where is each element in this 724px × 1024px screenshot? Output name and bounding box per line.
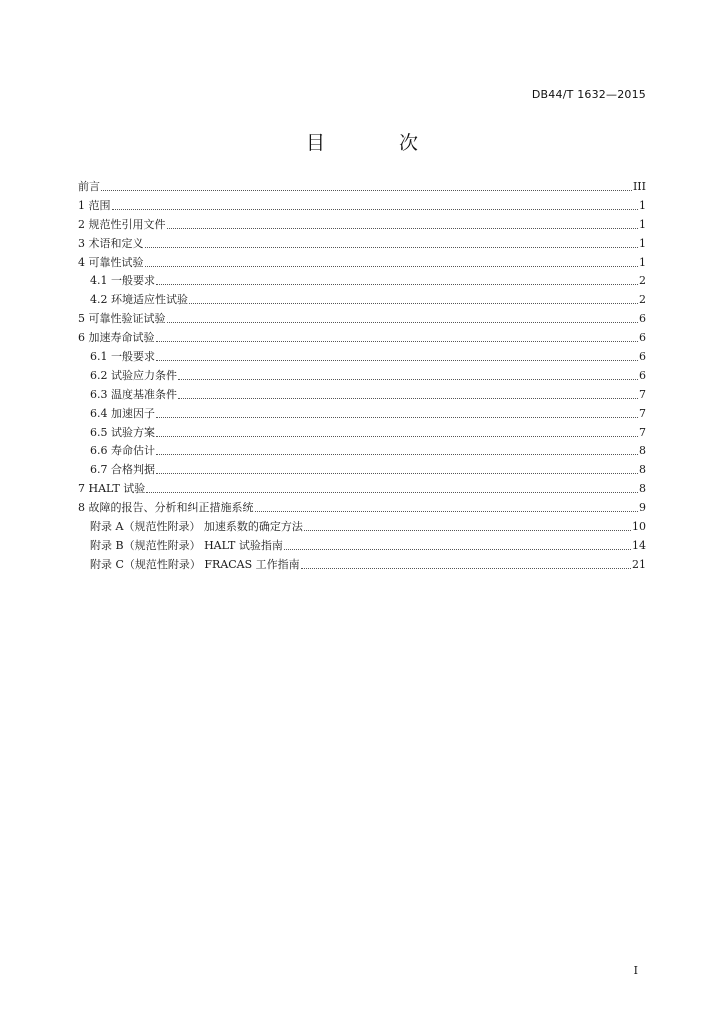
toc-entry[interactable] — [78, 461, 646, 480]
toc-entry-label: 8 故障的报告、分析和纠正措施系统 — [78, 501, 254, 515]
toc-entry[interactable] — [78, 367, 646, 386]
toc-entry[interactable] — [78, 272, 646, 291]
toc-entry[interactable] — [78, 329, 646, 348]
toc-entry-label: 附录 C（规范性附录） FRACAS 工作指南 — [90, 557, 300, 571]
toc-dot-leader — [178, 398, 638, 399]
toc-entry[interactable] — [78, 348, 646, 367]
toc-entry-label: 6.5 试验方案 — [90, 425, 155, 439]
toc-entry-page: 1 — [639, 255, 646, 269]
toc-dot-leader — [167, 322, 639, 323]
toc-entry-label: 前言 — [78, 180, 100, 193]
toc-dot-leader — [112, 209, 639, 210]
toc-dot-leader — [304, 530, 631, 531]
toc-dot-leader — [146, 492, 638, 493]
toc-entry[interactable] — [78, 235, 646, 254]
toc-entry[interactable] — [78, 556, 646, 575]
toc-title: 目 次 — [305, 132, 453, 154]
toc-entry-label: 6.6 寿命估计 — [90, 444, 155, 458]
toc-entry-label: 4 可靠性试验 — [78, 255, 144, 269]
toc-entry-label: 6.4 加速因子 — [90, 406, 155, 420]
toc-entry[interactable] — [78, 216, 646, 235]
toc-entry-page: 8 — [639, 463, 646, 477]
toc-entry[interactable] — [78, 178, 646, 197]
toc-entry-page: 1 — [639, 236, 646, 250]
toc-entry-page: 6 — [639, 331, 646, 345]
toc-dot-leader — [156, 360, 638, 361]
toc-entry-label: 3 术语和定义 — [78, 236, 144, 250]
toc-dot-leader — [156, 473, 638, 474]
toc-entry-label: 5 可靠性验证试验 — [78, 312, 166, 326]
toc-entry[interactable] — [78, 480, 646, 499]
toc-entry[interactable] — [78, 424, 646, 443]
toc-entry-label: 4.1 一般要求 — [90, 274, 155, 288]
document-code: DB44/T 1632—2015 — [531, 88, 646, 101]
toc-entry-page: 1 — [639, 217, 646, 231]
toc-dot-leader — [255, 511, 639, 512]
toc-dot-leader — [167, 228, 639, 229]
toc-dot-leader — [189, 303, 638, 304]
toc-dot-leader — [145, 266, 639, 267]
toc-entry-page: 14 — [632, 538, 646, 552]
toc-dot-leader — [301, 568, 631, 569]
toc-entry-label: 6 加速寿命试验 — [78, 331, 155, 345]
toc-dot-leader — [156, 454, 638, 455]
toc-entry[interactable] — [78, 518, 646, 537]
toc-entry-page: 6 — [639, 312, 646, 326]
toc-entry-label: 1 范围 — [78, 198, 111, 212]
toc-entry[interactable] — [78, 291, 646, 310]
toc-entry[interactable] — [78, 499, 646, 518]
toc-entry-page: III — [632, 180, 646, 193]
toc-entry-page: 2 — [639, 274, 646, 288]
toc-dot-leader — [178, 379, 638, 380]
toc-entry[interactable] — [78, 405, 646, 424]
toc-entry-page: 6 — [639, 368, 646, 382]
toc-entry-page: 1 — [639, 198, 646, 212]
toc-entry[interactable] — [78, 537, 646, 556]
toc-dot-leader — [156, 284, 638, 285]
toc-entry-page: 7 — [639, 387, 646, 401]
toc-entry[interactable] — [78, 310, 646, 329]
toc-entry[interactable] — [78, 254, 646, 273]
toc-entry[interactable] — [78, 197, 646, 216]
toc-dot-leader — [101, 190, 632, 191]
toc-entry-page: 8 — [639, 482, 646, 496]
toc-dot-leader — [145, 247, 639, 248]
toc-entry-label: 6.2 试验应力条件 — [90, 368, 177, 382]
toc-entry-page: 7 — [639, 425, 646, 439]
toc-entry-page: 7 — [639, 406, 646, 420]
page-number: I — [633, 964, 638, 977]
toc-entry[interactable] — [78, 386, 646, 405]
toc-entry-page: 6 — [639, 350, 646, 364]
toc-entry-page: 21 — [632, 557, 646, 571]
toc-entry-label: 4.2 环境适应性试验 — [90, 293, 188, 307]
toc-entry-page: 8 — [639, 444, 646, 458]
toc-entry-label: 6.7 合格判据 — [90, 463, 155, 477]
toc-dot-leader — [156, 417, 638, 418]
toc-dot-leader — [156, 436, 638, 437]
table-of-contents — [78, 178, 646, 575]
toc-entry-page: 10 — [632, 520, 646, 534]
toc-entry-page: 9 — [639, 501, 646, 515]
toc-entry-label: 2 规范性引用文件 — [78, 217, 166, 231]
toc-entry-label: 7 HALT 试验 — [78, 482, 146, 496]
toc-entry-page: 2 — [639, 293, 646, 307]
toc-entry-label: 6.1 一般要求 — [90, 350, 155, 364]
toc-entry-label: 附录 B（规范性附录） HALT 试验指南 — [90, 538, 283, 552]
toc-entry-label: 6.3 温度基准条件 — [90, 387, 177, 401]
toc-dot-leader — [284, 549, 631, 550]
toc-entry-label: 附录 A（规范性附录） 加速系数的确定方法 — [90, 520, 303, 534]
toc-dot-leader — [156, 341, 639, 342]
toc-entry[interactable] — [78, 442, 646, 461]
